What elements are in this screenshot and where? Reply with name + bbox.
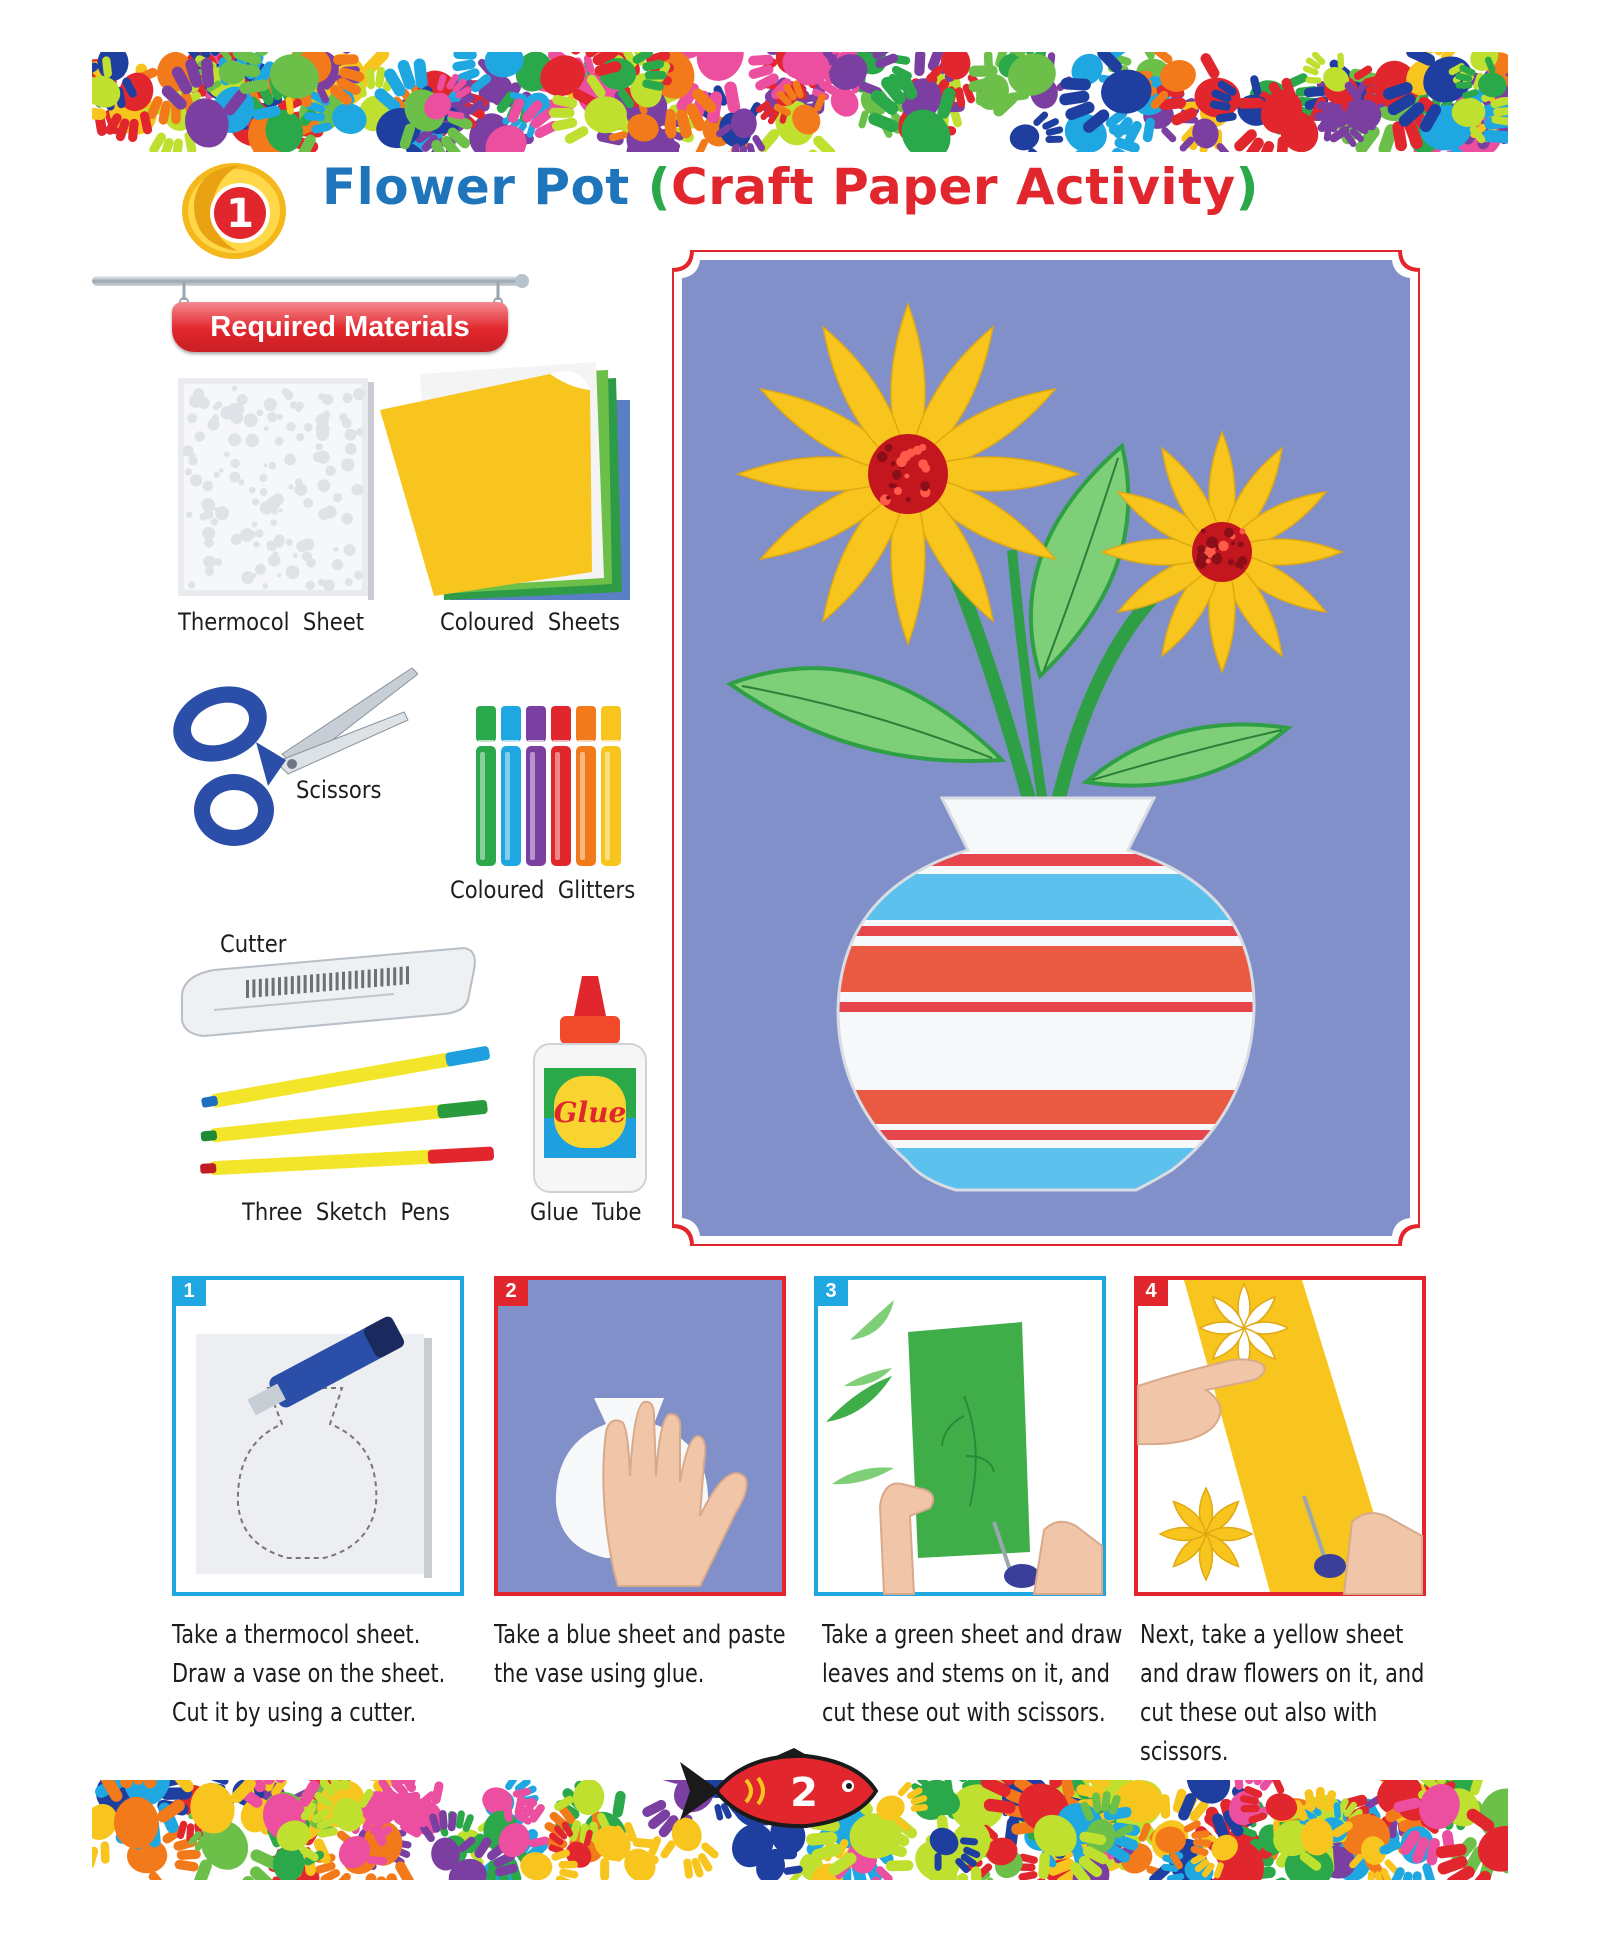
- step-4-number: 4: [1134, 1276, 1168, 1306]
- page-number: 2: [790, 1770, 818, 1816]
- required-materials-banner: Required Materials: [172, 302, 508, 352]
- step-3-number: 3: [814, 1276, 848, 1306]
- handprints-decoration: [92, 52, 1508, 152]
- activity-number-badge: [176, 155, 296, 265]
- top-handprint-border: [92, 52, 1508, 152]
- material-label-glue: Glue Tube: [530, 1198, 642, 1226]
- step-1-number: 1: [172, 1276, 206, 1306]
- title-main: Flower Pot: [322, 158, 630, 216]
- step-1-panel: [172, 1276, 464, 1596]
- glitter-tubes-icon: [472, 706, 630, 868]
- page-title: [322, 158, 1259, 216]
- title-subtitle: Craft Paper Activity: [671, 158, 1236, 216]
- step-4-panel: [1134, 1276, 1426, 1596]
- step-2-number: 2: [494, 1276, 528, 1306]
- finished-flower-pot-picture: [672, 250, 1420, 1246]
- flower-cutout-yellow-icon: [1160, 1488, 1252, 1580]
- step-1-image: [172, 1276, 464, 1596]
- activity-number: 1: [226, 191, 254, 237]
- glue-tube-icon: [530, 976, 650, 1194]
- material-label-scissors: Scissors: [296, 776, 382, 804]
- cutter-icon: [174, 940, 478, 1040]
- coloured-sheets-icon: [380, 360, 630, 604]
- material-label-coloured-sheets: Coloured Sheets: [440, 608, 620, 636]
- step-2-text: Take a blue sheet and paste the vase using glue.: [494, 1620, 786, 1689]
- step-4-image: [1134, 1276, 1426, 1596]
- step-2-image: [494, 1276, 786, 1596]
- scissors-icon: [164, 662, 418, 856]
- material-label-cutter: Cutter: [220, 930, 287, 958]
- title-paren-open: (: [647, 158, 671, 216]
- step-1-text: Take a thermocol sheet. Draw a vase on the sheet. Cut it by using a cutter.: [172, 1620, 446, 1728]
- step-3-panel: [814, 1276, 1106, 1596]
- step-4-text: Next, take a yellow sheet and draw flowers on it, and cut these out also with scissors.: [1140, 1620, 1425, 1767]
- step-3-image: [814, 1276, 1106, 1596]
- step-3-text: Take a green sheet and draw leaves and stems on it, and cut these out with scissors.: [822, 1620, 1123, 1728]
- title-paren-close: ): [1235, 158, 1259, 216]
- thermocol-sheet-icon: [178, 378, 374, 600]
- material-label-sketch-pens: Three Sketch Pens: [242, 1198, 450, 1226]
- material-label-glitters: Coloured Glitters: [450, 876, 636, 904]
- glue-bottle-text: Glue: [553, 1096, 627, 1129]
- sketch-pens-icon: [200, 1040, 500, 1190]
- step-2-panel: [494, 1276, 786, 1596]
- page-number-fish-icon: [676, 1748, 886, 1834]
- material-label-thermocol: Thermocol Sheet: [178, 608, 364, 636]
